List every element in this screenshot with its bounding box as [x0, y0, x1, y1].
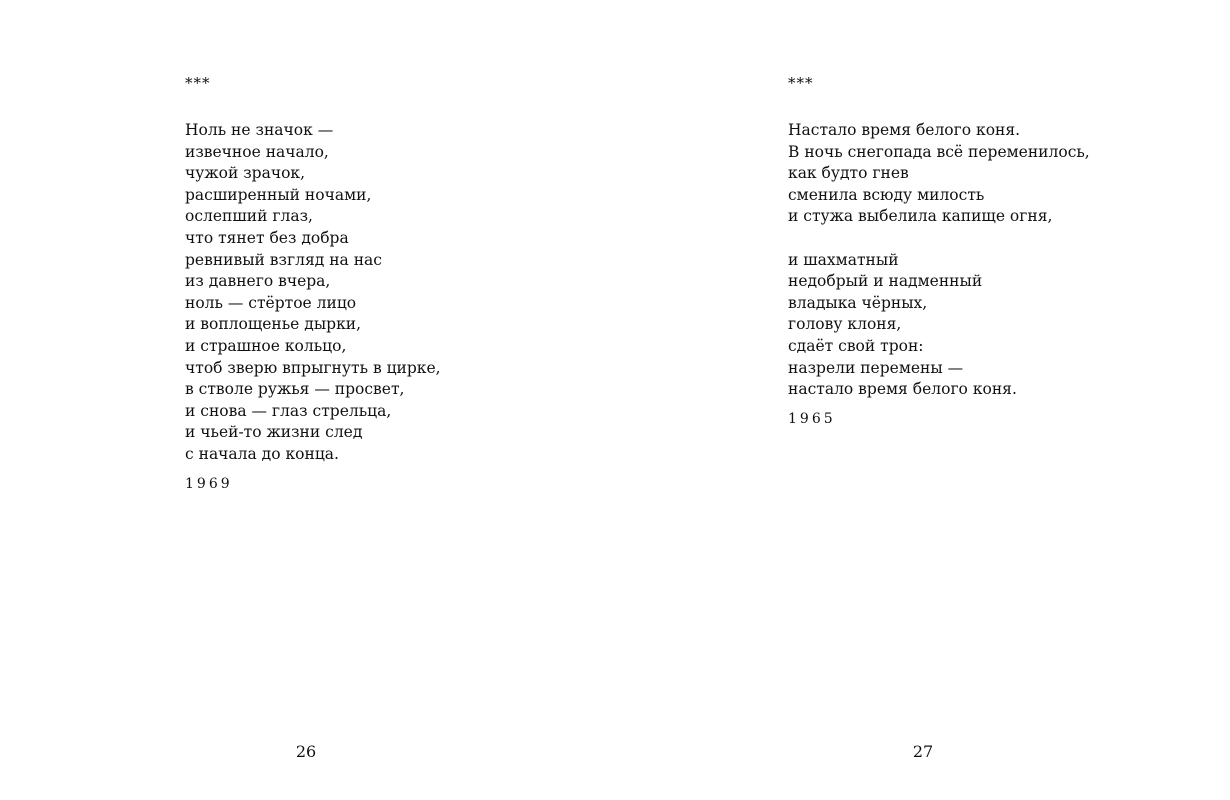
poem-line: владыка чёрных, [788, 293, 928, 312]
poem-line: и страшное кольцо, [185, 336, 347, 355]
poem-line: Ноль не значок — [185, 121, 334, 139]
poem-line: и чьей-то жизни след [185, 423, 363, 442]
poem [788, 72, 1090, 429]
poem-year: 1965 [788, 410, 836, 427]
poem-line: расширенный ночами, [185, 185, 372, 204]
poem-line: ослепший глаз, [185, 207, 313, 226]
poem-line: голову клоня, [788, 315, 902, 334]
poem-line: назрели перемены — [788, 358, 964, 377]
poem-line: и стужа выбелила капище огня, [788, 207, 1053, 226]
poem-line: извечное начало, [185, 142, 329, 161]
poem-line: и воплощенье дырки, [185, 315, 362, 334]
poem-line: Настало время белого коня. [788, 121, 1021, 139]
stanza [788, 250, 1090, 401]
poem-line: ноль — стёртое лицо [185, 293, 357, 312]
poem-line: В ночь снегопада всё переменилось, [788, 142, 1090, 161]
poem-line: недобрый и надменный [788, 272, 983, 291]
poem-line: сдаёт свой трон: [788, 336, 924, 355]
poem-line: и шахматный [788, 250, 899, 269]
right-page [615, 0, 1230, 800]
poem-line: чужой зрачок, [185, 164, 306, 183]
poem-line: в стволе ружья — просвет, [185, 380, 405, 399]
poem-line: из давнего вчера, [185, 272, 331, 291]
poem-line: настало время белого коня. [788, 380, 1017, 399]
poem-separator: *** [788, 74, 814, 92]
poem [185, 72, 441, 494]
stanza [185, 120, 441, 466]
stanza [788, 120, 1090, 228]
poem-line: и снова — глаз стрельца, [185, 401, 392, 420]
poem-year: 1969 [185, 475, 233, 492]
poem-line: с начала до конца. [185, 444, 339, 463]
poem-line: сменила всюду милость [788, 185, 985, 204]
page-number: 26 [295, 742, 317, 761]
page-number: 27 [912, 742, 934, 761]
poem-line: что тянет без добра [185, 228, 349, 247]
poem-line: ревнивый взгляд на нас [185, 250, 382, 269]
poem-line: чтоб зверю впрыгнуть в цирке, [185, 358, 441, 377]
poem-separator: *** [185, 74, 211, 92]
poem-line: как будто гнев [788, 164, 909, 183]
